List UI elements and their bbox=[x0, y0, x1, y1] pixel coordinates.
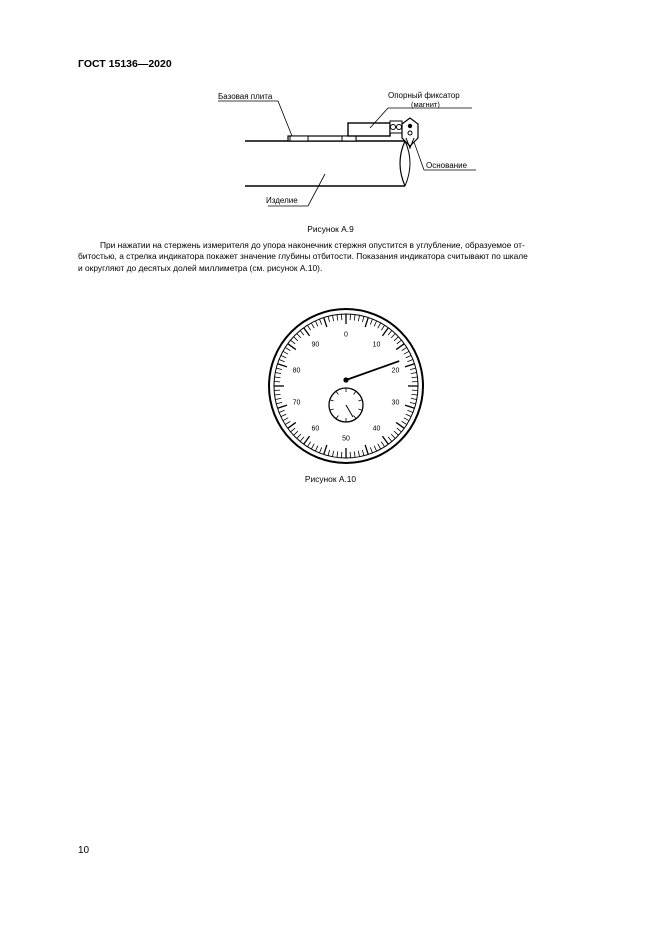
body-paragraph bbox=[78, 240, 584, 274]
dial-label: 40 bbox=[372, 425, 381, 433]
product-cylinder bbox=[245, 141, 405, 186]
support-latch bbox=[348, 123, 390, 136]
label-support-latch: Опорный фиксатор bbox=[388, 91, 460, 100]
label-base-plate: Базовая плита bbox=[218, 92, 273, 101]
paragraph-line-3: и округляют до десятых долей миллиметра (см. рисунок А.10). bbox=[78, 262, 323, 273]
needle-hub bbox=[343, 377, 348, 382]
dial-label: 30 bbox=[391, 399, 400, 407]
dial-label: 60 bbox=[311, 425, 320, 433]
dial-label: 90 bbox=[311, 341, 320, 349]
label-base: Основание bbox=[426, 161, 468, 170]
paragraph-line-2: битостью, а стрелка индикатора покажет значение глубины отбитости. Показания индикатора считывают по шкале bbox=[78, 251, 528, 262]
document-header: ГОСТ 15136—2020 bbox=[78, 58, 172, 70]
dial-indicator bbox=[266, 306, 426, 466]
page-number: 10 bbox=[78, 845, 90, 856]
dial-label: 80 bbox=[292, 367, 301, 375]
dial-label: 50 bbox=[342, 435, 350, 443]
dial-label: 70 bbox=[292, 399, 301, 407]
paragraph-line-1: При нажатии на стержень измерителя до упора наконечник стержня опустится в углубление, образуемое от- bbox=[100, 240, 525, 250]
dial-label: 20 bbox=[391, 367, 400, 375]
dial-label: 0 bbox=[344, 331, 348, 339]
figure-a9-diagram bbox=[210, 86, 500, 216]
dial-label: 10 bbox=[372, 341, 381, 349]
label-product: Изделие bbox=[266, 196, 298, 205]
figure-a10-caption: Рисунок А.10 bbox=[304, 474, 357, 484]
label-magnet: (магнит) bbox=[411, 100, 440, 109]
cylinder-end bbox=[400, 141, 405, 186]
figure-a9-caption: Рисунок А.9 bbox=[307, 224, 354, 234]
